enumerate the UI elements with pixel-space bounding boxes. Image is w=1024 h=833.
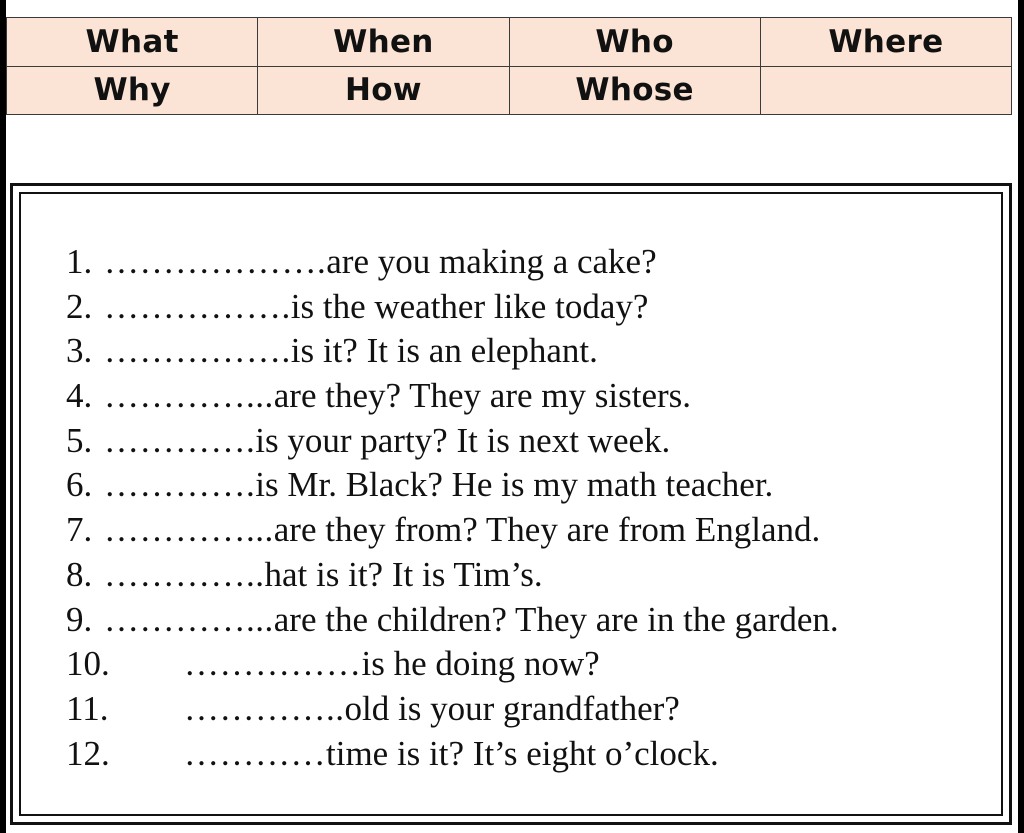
question-number: 8. — [66, 554, 93, 594]
question-text: are the children? They are in the garden. — [273, 599, 839, 639]
table-cell: Where — [760, 18, 1011, 67]
question-item — [66, 508, 986, 553]
table-row — [7, 66, 1012, 115]
answer-blank: …………... — [104, 599, 274, 639]
table-cell: When — [258, 18, 509, 67]
exercise-frame — [10, 183, 1012, 825]
screen-edge — [1018, 0, 1024, 833]
answer-blank: …………. — [104, 420, 256, 460]
question-item — [66, 285, 986, 330]
table-cell: How — [258, 66, 509, 115]
question-item — [66, 598, 986, 643]
table-cell-empty — [760, 66, 1011, 115]
question-number: 6. — [66, 465, 93, 505]
question-number: 10. — [66, 644, 110, 684]
table-cell: What — [7, 18, 258, 67]
question-text: is it? It is an elephant. — [290, 331, 598, 371]
question-item — [66, 463, 986, 508]
question-text: old is your grandfather? — [344, 688, 680, 728]
answer-blank: …………... — [104, 376, 274, 416]
question-item — [66, 687, 986, 732]
question-number: 9. — [66, 599, 93, 639]
question-text: is your party? It is next week. — [255, 420, 671, 460]
question-number: 4. — [66, 376, 93, 416]
question-item — [66, 374, 986, 419]
question-item — [66, 553, 986, 598]
question-item — [66, 240, 986, 285]
exercise-frame-inner — [19, 192, 1003, 816]
question-item — [66, 329, 986, 374]
answer-blank: ………… — [184, 733, 326, 773]
table-cell: Who — [509, 18, 760, 67]
question-text: hat is it? It is Tim’s. — [264, 554, 543, 594]
question-number: 12. — [66, 733, 110, 773]
question-number: 5. — [66, 420, 93, 460]
question-text: are you making a cake? — [326, 242, 657, 281]
question-list — [66, 240, 986, 776]
question-item — [66, 642, 986, 687]
question-text: is he doing now? — [361, 644, 600, 684]
table-cell: Why — [7, 66, 258, 115]
question-item — [66, 732, 986, 777]
answer-blank: ………….. — [184, 688, 345, 728]
answer-blank: …………... — [104, 510, 274, 550]
question-number: 2. — [66, 286, 93, 326]
question-item — [66, 419, 986, 464]
table-cell: Whose — [509, 66, 760, 115]
answer-blank: …………. — [104, 465, 256, 505]
question-number: 3. — [66, 331, 93, 371]
question-number: 11. — [66, 688, 109, 728]
answer-blank: ………….. — [104, 554, 265, 594]
question-text: are they? They are my sisters. — [273, 376, 691, 416]
table-row — [7, 18, 1012, 67]
question-word-table — [6, 17, 1012, 115]
answer-blank: ……………. — [104, 286, 291, 326]
answer-blank: …………… — [184, 644, 362, 684]
question-text: are they from? They are from England. — [273, 510, 821, 550]
question-text: is Mr. Black? He is my math teacher. — [255, 465, 774, 505]
answer-blank: ……………. — [104, 331, 291, 371]
worksheet-page — [6, 0, 1018, 833]
question-number: 7. — [66, 510, 93, 550]
question-text: is the weather like today? — [290, 286, 649, 326]
question-text: time is it? It’s eight o’clock. — [326, 733, 719, 773]
question-number: 1. — [66, 242, 93, 281]
answer-blank: ………………. — [104, 242, 327, 281]
